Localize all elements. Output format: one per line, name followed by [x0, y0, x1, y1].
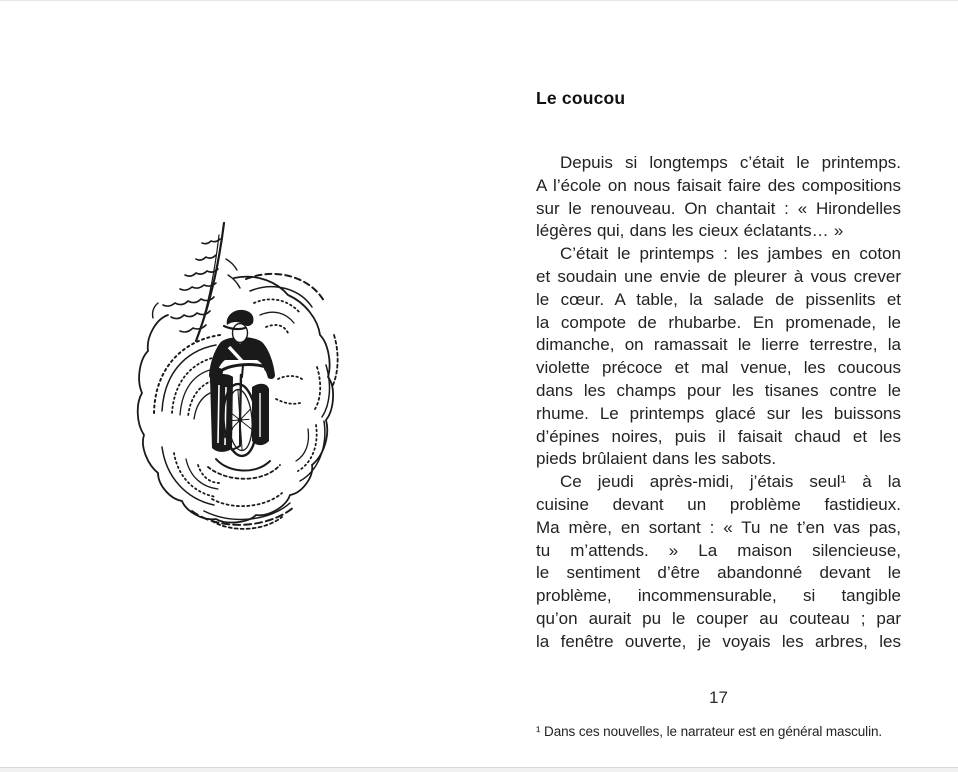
text-line: rhume. Le printemps glacé sur les buissons	[536, 403, 901, 423]
scan-edge-bottom	[0, 767, 958, 772]
text-line: Ce jeudi après-midi, j’étais seul¹ à la	[560, 472, 901, 492]
text-line: d’épines noires, puis il faisait chaud et les	[536, 426, 901, 446]
page-number: 17	[709, 688, 728, 707]
text-line: cuisine devant un problème fastidieux.	[536, 494, 901, 514]
body-text	[536, 152, 901, 654]
text-line: dimanche, on ramassait le lierre terrestre, la	[536, 335, 901, 355]
text-line: le cœur. A table, la salade de pissenlits et	[536, 289, 901, 309]
text-line: la fenêtre ouverte, je voyais les arbres, les	[536, 631, 901, 651]
text-line: problème, incommensurable, si tangible	[536, 586, 901, 606]
text-line: qu’on aurait pu le couper au couteau ; par	[536, 608, 901, 628]
text-line: sur le renouveau. On chantait : « Hirondelles	[536, 198, 901, 218]
text-line: dans les champs pour les tisanes contre le	[536, 380, 901, 400]
page-title: Le coucou	[536, 88, 626, 108]
text-line: violette précoce et mal venue, les coucous	[536, 358, 901, 378]
text-line: Ma mère, en sortant : « Tu ne t’en vas pas,	[536, 517, 901, 537]
paragraph	[536, 152, 901, 243]
text-line: A l’école on nous faisait faire des compositions	[536, 175, 901, 195]
text-line: la compote de rhubarbe. En promenade, le	[536, 312, 901, 332]
paragraph	[536, 471, 901, 653]
text-line: tu m’attends. » La maison silencieuse,	[536, 540, 901, 560]
footnote: ¹ Dans ces nouvelles, le narrateur est en général masculin.	[536, 724, 883, 739]
cyclist-illustration	[128, 215, 348, 545]
paragraph	[536, 243, 901, 471]
text-line: et soudain une envie de pleurer à vous crever	[536, 266, 901, 286]
text-line: pieds brûlaient dans les sabots.	[536, 449, 777, 469]
text-line: le sentiment d’être abandonné devant le	[536, 563, 901, 583]
text-line: légères qui, dans les cieux éclatants… »	[536, 221, 844, 241]
text-line: Depuis si longtemps c’était le printemps.	[560, 153, 901, 172]
text-line: C’était le printemps : les jambes en coton	[560, 244, 901, 264]
scan-edge-top	[0, 0, 958, 1]
